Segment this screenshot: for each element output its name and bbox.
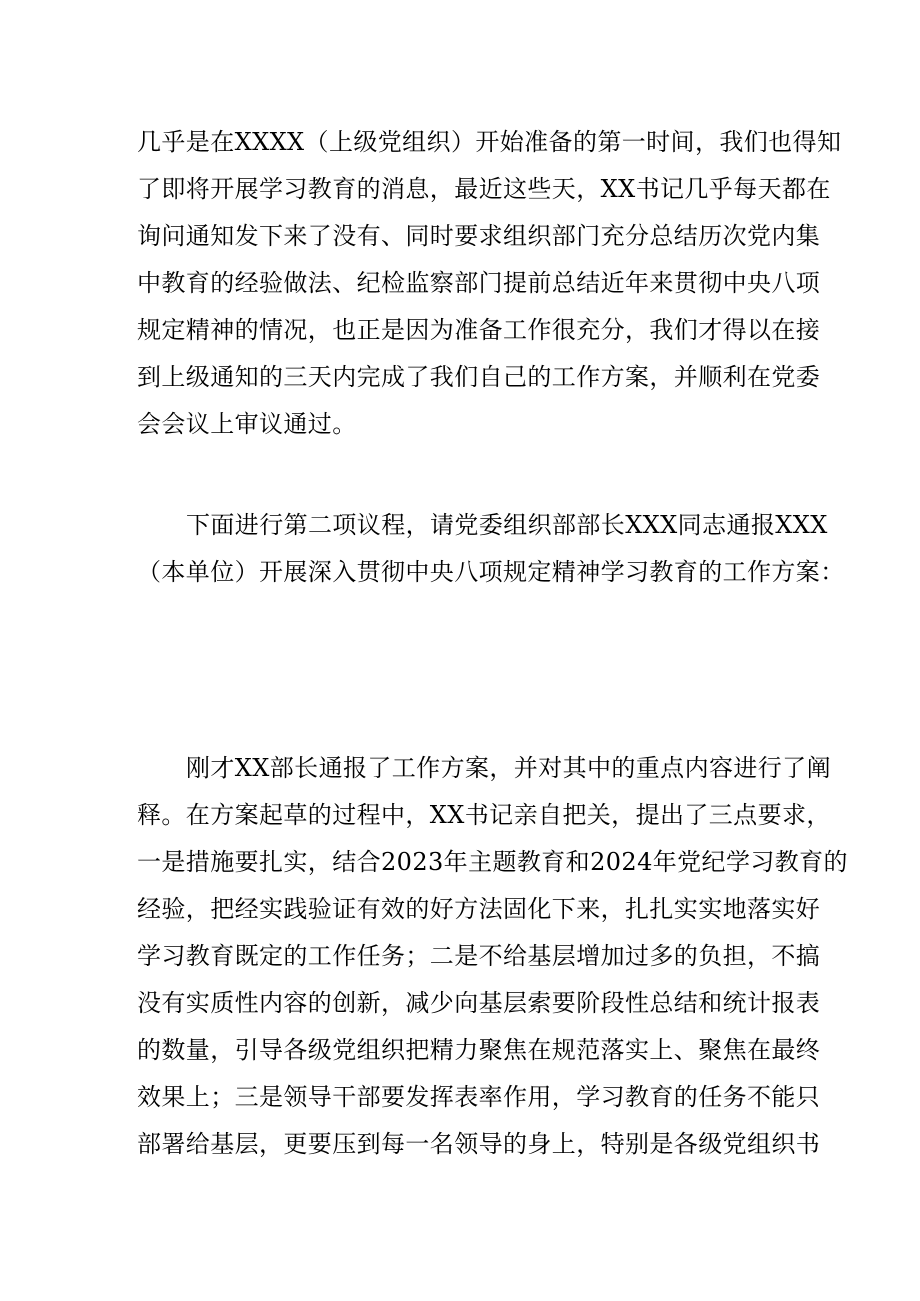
text-line: 的数量，引导各级党组织把精力聚焦在规范落实上、聚焦在最终 [137, 1036, 821, 1064]
text-line: 询问通知发下来了没有、同时要求组织部门充分总结历次党内集 [137, 222, 821, 250]
text-line: （本单位）开展深入贯彻中央八项规定精神学习教育的工作方案： [137, 558, 845, 586]
text-line: 刚才XX部长通报了工作方案，并对其中的重点内容进行了阐 [186, 754, 831, 782]
text-line: 中教育的经验做法、纪检监察部门提前总结近年来贯彻中央八项 [137, 269, 821, 297]
text-line: 部署给基层，更要压到每一名领导的身上，特别是各级党组织书 [137, 1130, 821, 1158]
text-line: 学习教育既定的工作任务；二是不给基层增加过多的负担，不搞 [137, 942, 821, 970]
text-line: 几乎是在XXXX（上级党组织）开始准备的第一时间，我们也得知 [137, 128, 842, 156]
text-line: 下面进行第二项议程，请党委组织部部长XXX同志通报XXX [186, 511, 828, 539]
text-line: 释。在方案起草的过程中，XX书记亲自把关，提出了三点要求， [137, 801, 831, 829]
text-line: 会会议上审议通过。 [137, 410, 357, 438]
text-line: 了即将开展学习教育的消息，最近这些天，XX书记几乎每天都在 [137, 175, 831, 203]
text-line: 一是措施要扎实，结合2023年主题教育和2024年党纪学习教育的 [137, 848, 848, 876]
text-line: 规定精神的情况，也正是因为准备工作很充分，我们才得以在接 [137, 316, 821, 344]
text-line: 到上级通知的三天内完成了我们自己的工作方案，并顺利在党委 [137, 363, 821, 391]
text-line: 没有实质性内容的创新，减少向基层索要阶段性总结和统计报表 [137, 989, 821, 1017]
text-line: 经验，把经实践验证有效的好方法固化下来，扎扎实实地落实好 [137, 895, 821, 923]
text-line: 效果上；三是领导干部要发挥表率作用，学习教育的任务不能只 [137, 1083, 821, 1111]
